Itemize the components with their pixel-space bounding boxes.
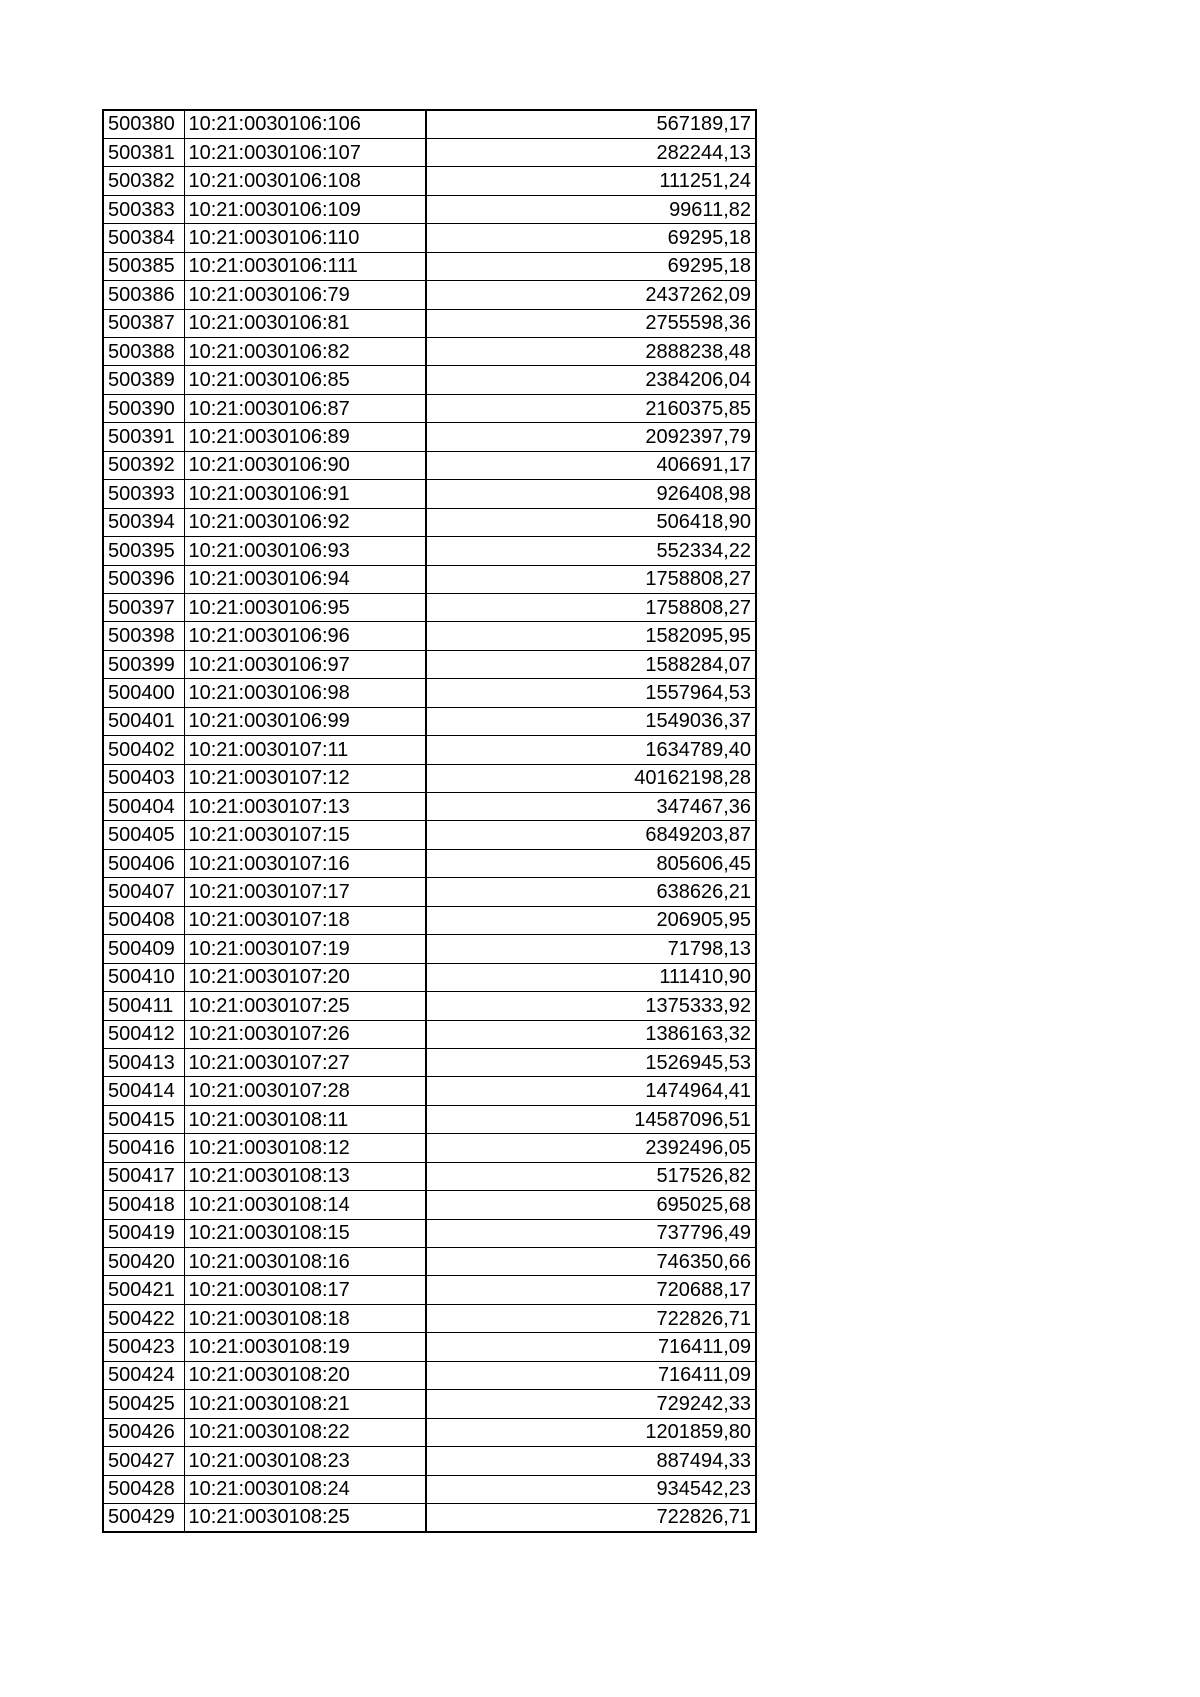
id-cell: 500429	[103, 1503, 184, 1531]
table-row	[103, 252, 756, 280]
id-cell: 500389	[103, 366, 184, 394]
table-row	[103, 338, 756, 366]
id-cell: 500400	[103, 679, 184, 707]
id-cell: 500416	[103, 1134, 184, 1162]
table-row	[103, 1503, 756, 1531]
cadastral-number-cell: 10:21:0030106:92	[184, 508, 426, 536]
id-cell: 500394	[103, 508, 184, 536]
id-cell: 500411	[103, 992, 184, 1020]
table-row	[103, 138, 756, 166]
cadastral-number-cell: 10:21:0030106:85	[184, 366, 426, 394]
id-cell: 500399	[103, 650, 184, 678]
cadastral-number-cell: 10:21:0030107:15	[184, 821, 426, 849]
value-cell: 716411,09	[426, 1333, 756, 1361]
id-cell: 500383	[103, 195, 184, 223]
id-cell: 500424	[103, 1361, 184, 1389]
cadastral-number-cell: 10:21:0030108:24	[184, 1475, 426, 1503]
table-row	[103, 1447, 756, 1475]
id-cell: 500401	[103, 707, 184, 735]
table-row	[103, 963, 756, 991]
table-row	[103, 1020, 756, 1048]
id-cell: 500385	[103, 252, 184, 280]
id-cell: 500414	[103, 1077, 184, 1105]
id-cell: 500420	[103, 1248, 184, 1276]
table-row	[103, 906, 756, 934]
id-cell: 500410	[103, 963, 184, 991]
value-cell: 2755598,36	[426, 309, 756, 337]
value-cell: 282244,13	[426, 138, 756, 166]
id-cell: 500380	[103, 110, 184, 138]
cadastral-number-cell: 10:21:0030107:11	[184, 736, 426, 764]
cadastral-number-cell: 10:21:0030108:17	[184, 1276, 426, 1304]
value-cell: 206905,95	[426, 906, 756, 934]
value-cell: 2392496,05	[426, 1134, 756, 1162]
id-cell: 500428	[103, 1475, 184, 1503]
value-cell: 552334,22	[426, 537, 756, 565]
value-cell: 1386163,32	[426, 1020, 756, 1048]
cadastral-number-cell: 10:21:0030108:22	[184, 1418, 426, 1446]
table-row	[103, 1248, 756, 1276]
cadastral-number-cell: 10:21:0030108:21	[184, 1390, 426, 1418]
cadastral-number-cell: 10:21:0030106:110	[184, 224, 426, 252]
id-cell: 500402	[103, 736, 184, 764]
table-row	[103, 1390, 756, 1418]
table-row	[103, 1475, 756, 1503]
cadastral-number-cell: 10:21:0030107:17	[184, 878, 426, 906]
table-row	[103, 110, 756, 138]
value-cell: 2092397,79	[426, 423, 756, 451]
value-cell: 926408,98	[426, 480, 756, 508]
id-cell: 500418	[103, 1191, 184, 1219]
value-cell: 638626,21	[426, 878, 756, 906]
cadastral-number-cell: 10:21:0030108:19	[184, 1333, 426, 1361]
value-cell: 99611,82	[426, 195, 756, 223]
table-row	[103, 1191, 756, 1219]
table-row	[103, 167, 756, 195]
id-cell: 500387	[103, 309, 184, 337]
value-cell: 1201859,80	[426, 1418, 756, 1446]
table-row	[103, 793, 756, 821]
cadastral-number-cell: 10:21:0030107:13	[184, 793, 426, 821]
table-row	[103, 423, 756, 451]
table-row	[103, 537, 756, 565]
cadastral-number-cell: 10:21:0030106:108	[184, 167, 426, 195]
cadastral-number-cell: 10:21:0030106:94	[184, 565, 426, 593]
cadastral-number-cell: 10:21:0030107:26	[184, 1020, 426, 1048]
cadastral-number-cell: 10:21:0030106:107	[184, 138, 426, 166]
table-row	[103, 935, 756, 963]
cadastral-number-cell: 10:21:0030108:16	[184, 1248, 426, 1276]
cadastral-number-cell: 10:21:0030106:97	[184, 650, 426, 678]
cadastral-number-cell: 10:21:0030108:15	[184, 1219, 426, 1247]
id-cell: 500412	[103, 1020, 184, 1048]
id-cell: 500404	[103, 793, 184, 821]
value-cell: 2437262,09	[426, 281, 756, 309]
table-row	[103, 1219, 756, 1247]
id-cell: 500384	[103, 224, 184, 252]
id-cell: 500427	[103, 1447, 184, 1475]
value-cell: 1758808,27	[426, 593, 756, 621]
value-cell: 1582095,95	[426, 622, 756, 650]
cadastral-number-cell: 10:21:0030108:13	[184, 1162, 426, 1190]
value-cell: 1549036,37	[426, 707, 756, 735]
table-row	[103, 1418, 756, 1446]
cadastral-number-cell: 10:21:0030106:106	[184, 110, 426, 138]
table-row	[103, 707, 756, 735]
cadastral-number-cell: 10:21:0030107:12	[184, 764, 426, 792]
table-row	[103, 224, 756, 252]
value-cell: 517526,82	[426, 1162, 756, 1190]
table-row	[103, 878, 756, 906]
id-cell: 500397	[103, 593, 184, 621]
value-cell: 695025,68	[426, 1191, 756, 1219]
id-cell: 500391	[103, 423, 184, 451]
id-cell: 500395	[103, 537, 184, 565]
table-row	[103, 1361, 756, 1389]
table-row	[103, 622, 756, 650]
table-row	[103, 1048, 756, 1076]
id-cell: 500409	[103, 935, 184, 963]
id-cell: 500393	[103, 480, 184, 508]
id-cell: 500422	[103, 1304, 184, 1332]
cadastral-number-cell: 10:21:0030107:27	[184, 1048, 426, 1076]
cadastral-number-cell: 10:21:0030107:18	[184, 906, 426, 934]
table-row	[103, 565, 756, 593]
table-row	[103, 849, 756, 877]
id-cell: 500413	[103, 1048, 184, 1076]
cadastral-number-cell: 10:21:0030108:20	[184, 1361, 426, 1389]
cadastral-number-cell: 10:21:0030107:20	[184, 963, 426, 991]
value-cell: 716411,09	[426, 1361, 756, 1389]
value-cell: 934542,23	[426, 1475, 756, 1503]
value-cell: 1375333,92	[426, 992, 756, 1020]
table-row	[103, 508, 756, 536]
table-row	[103, 593, 756, 621]
id-cell: 500382	[103, 167, 184, 195]
table-row	[103, 1105, 756, 1133]
value-cell: 746350,66	[426, 1248, 756, 1276]
cadastral-number-cell: 10:21:0030107:19	[184, 935, 426, 963]
table-row	[103, 195, 756, 223]
cadastral-number-cell: 10:21:0030106:109	[184, 195, 426, 223]
cadastral-number-cell: 10:21:0030106:91	[184, 480, 426, 508]
value-cell: 347467,36	[426, 793, 756, 821]
table-body	[103, 110, 756, 1532]
value-cell: 6849203,87	[426, 821, 756, 849]
id-cell: 500419	[103, 1219, 184, 1247]
value-cell: 1634789,40	[426, 736, 756, 764]
value-cell: 737796,49	[426, 1219, 756, 1247]
table-row	[103, 451, 756, 479]
value-cell: 506418,90	[426, 508, 756, 536]
id-cell: 500423	[103, 1333, 184, 1361]
id-cell: 500417	[103, 1162, 184, 1190]
cadastral-number-cell: 10:21:0030106:111	[184, 252, 426, 280]
id-cell: 500381	[103, 138, 184, 166]
cadastral-number-cell: 10:21:0030108:12	[184, 1134, 426, 1162]
cadastral-number-cell: 10:21:0030106:93	[184, 537, 426, 565]
table-row	[103, 1333, 756, 1361]
table-row	[103, 679, 756, 707]
value-cell: 805606,45	[426, 849, 756, 877]
cadastral-number-cell: 10:21:0030106:90	[184, 451, 426, 479]
value-cell: 887494,33	[426, 1447, 756, 1475]
id-cell: 500415	[103, 1105, 184, 1133]
id-cell: 500396	[103, 565, 184, 593]
id-cell: 500426	[103, 1418, 184, 1446]
value-cell: 69295,18	[426, 224, 756, 252]
table-row	[103, 281, 756, 309]
table-row	[103, 394, 756, 422]
cadastral-number-cell: 10:21:0030108:23	[184, 1447, 426, 1475]
value-cell: 1758808,27	[426, 565, 756, 593]
table-row	[103, 366, 756, 394]
table-row	[103, 764, 756, 792]
id-cell: 500425	[103, 1390, 184, 1418]
value-cell: 71798,13	[426, 935, 756, 963]
value-cell: 1557964,53	[426, 679, 756, 707]
cadastral-number-cell: 10:21:0030106:81	[184, 309, 426, 337]
value-cell: 111251,24	[426, 167, 756, 195]
table-row	[103, 1162, 756, 1190]
value-cell: 720688,17	[426, 1276, 756, 1304]
value-cell: 2160375,85	[426, 394, 756, 422]
value-cell: 40162198,28	[426, 764, 756, 792]
cadastral-number-cell: 10:21:0030106:87	[184, 394, 426, 422]
table-row	[103, 992, 756, 1020]
cadastral-number-cell: 10:21:0030106:99	[184, 707, 426, 735]
cadastral-number-cell: 10:21:0030107:16	[184, 849, 426, 877]
cadastral-number-cell: 10:21:0030106:82	[184, 338, 426, 366]
data-table	[102, 109, 757, 1533]
cadastral-number-cell: 10:21:0030107:28	[184, 1077, 426, 1105]
value-cell: 1588284,07	[426, 650, 756, 678]
table-row	[103, 1276, 756, 1304]
value-cell: 1526945,53	[426, 1048, 756, 1076]
cadastral-number-cell: 10:21:0030108:25	[184, 1503, 426, 1531]
value-cell: 406691,17	[426, 451, 756, 479]
cadastral-number-cell: 10:21:0030108:18	[184, 1304, 426, 1332]
id-cell: 500406	[103, 849, 184, 877]
id-cell: 500408	[103, 906, 184, 934]
table-row	[103, 309, 756, 337]
table-row	[103, 650, 756, 678]
value-cell: 2384206,04	[426, 366, 756, 394]
value-cell: 14587096,51	[426, 1105, 756, 1133]
id-cell: 500398	[103, 622, 184, 650]
table-row	[103, 1304, 756, 1332]
cadastral-number-cell: 10:21:0030106:98	[184, 679, 426, 707]
value-cell: 722826,71	[426, 1304, 756, 1332]
cadastral-number-cell: 10:21:0030106:89	[184, 423, 426, 451]
id-cell: 500403	[103, 764, 184, 792]
cadastral-number-cell: 10:21:0030108:14	[184, 1191, 426, 1219]
value-cell: 567189,17	[426, 110, 756, 138]
id-cell: 500386	[103, 281, 184, 309]
value-cell: 722826,71	[426, 1503, 756, 1531]
table-row	[103, 1134, 756, 1162]
id-cell: 500421	[103, 1276, 184, 1304]
table-row	[103, 736, 756, 764]
value-cell: 111410,90	[426, 963, 756, 991]
table-row	[103, 821, 756, 849]
value-cell: 69295,18	[426, 252, 756, 280]
cadastral-number-cell: 10:21:0030106:95	[184, 593, 426, 621]
id-cell: 500405	[103, 821, 184, 849]
cadastral-number-cell: 10:21:0030106:96	[184, 622, 426, 650]
table-row	[103, 480, 756, 508]
table-row	[103, 1077, 756, 1105]
id-cell: 500390	[103, 394, 184, 422]
id-cell: 500407	[103, 878, 184, 906]
cadastral-number-cell: 10:21:0030107:25	[184, 992, 426, 1020]
cadastral-number-cell: 10:21:0030106:79	[184, 281, 426, 309]
value-cell: 729242,33	[426, 1390, 756, 1418]
value-cell: 1474964,41	[426, 1077, 756, 1105]
value-cell: 2888238,48	[426, 338, 756, 366]
cadastral-number-cell: 10:21:0030108:11	[184, 1105, 426, 1133]
id-cell: 500388	[103, 338, 184, 366]
id-cell: 500392	[103, 451, 184, 479]
